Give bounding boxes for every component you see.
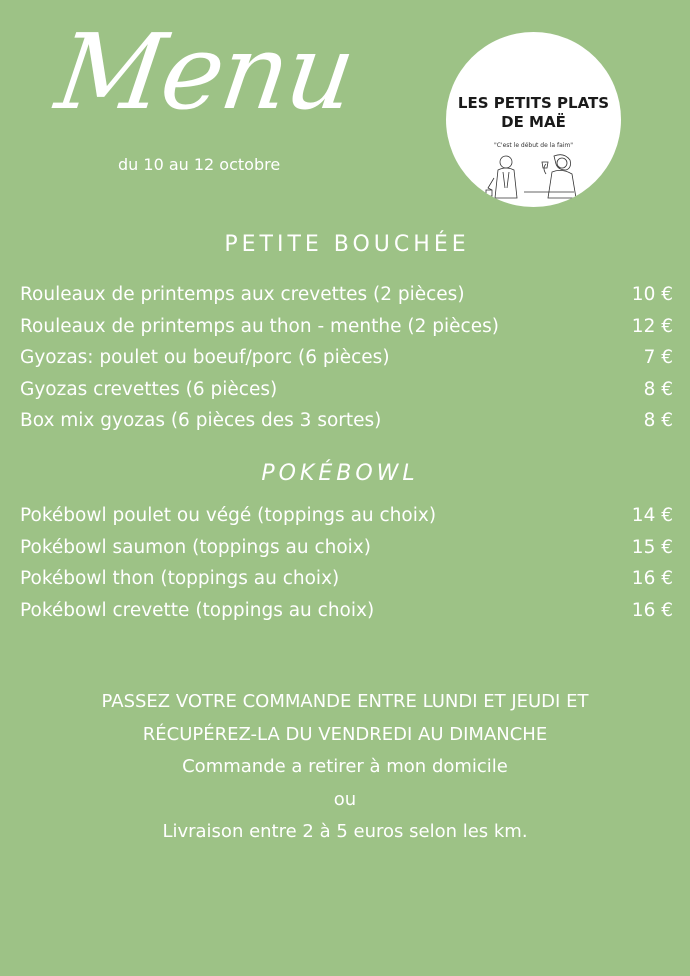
section-title-pokebowl: POKÉBOWL <box>261 461 419 486</box>
menu-item-name: Pokébowl crevette (toppings au choix) <box>20 599 375 621</box>
menu-item <box>20 379 673 411</box>
menu-item-price: 15 € <box>631 536 673 558</box>
menu-item-name: Gyozas crevettes (6 pièces) <box>20 378 278 400</box>
menu-item-price: 16 € <box>631 599 673 621</box>
menu-item <box>20 537 673 569</box>
menu-list-pokebowl <box>20 505 673 631</box>
menu-item-price: 8 € <box>643 410 673 431</box>
menu-list-petite-bouchee <box>20 284 673 442</box>
logo <box>446 32 621 207</box>
menu-item-price: 16 € <box>631 568 673 589</box>
order-info-line: ou <box>333 788 357 810</box>
order-info-line: Commande a retirer à mon domicile <box>182 756 508 777</box>
menu-item <box>20 568 673 600</box>
menu-item <box>20 410 673 442</box>
logo-tagline: "C'est le début de la faim" <box>493 142 574 149</box>
menu-dates: du 10 au 12 octobre <box>118 155 281 174</box>
logo-name: LES PETITS PLATS DE MAË <box>457 94 610 131</box>
order-info-line: RÉCUPÉREZ-LA DU VENDREDI AU DIMANCHE <box>142 723 548 745</box>
menu-item-name: Pokébowl thon (toppings au choix) <box>20 568 340 589</box>
menu-item <box>20 284 673 316</box>
menu-item <box>20 600 673 632</box>
menu-title: Menu <box>49 11 361 133</box>
order-info <box>0 686 690 849</box>
section-title-petite-bouchee: PETITE BOUCHÉE <box>224 232 470 257</box>
menu-item-name: Pokébowl poulet ou végé (toppings au choix) <box>20 505 437 526</box>
menu-item-name: Box mix gyozas (6 pièces des 3 sortes) <box>20 410 382 431</box>
menu-item-name: Pokébowl saumon (toppings au choix) <box>20 536 371 558</box>
menu-item-price: 10 € <box>631 284 673 305</box>
menu-item <box>20 316 673 348</box>
menu-item-price: 8 € <box>643 378 673 400</box>
menu-item <box>20 347 673 379</box>
menu-item-name: Rouleaux de printemps aux crevettes (2 pièces) <box>20 284 465 305</box>
order-info-line: Livraison entre 2 à 5 euros selon les km. <box>162 821 528 842</box>
menu-item-price: 7 € <box>643 347 673 368</box>
menu-item-name: Gyozas: poulet ou boeuf/porc (6 pièces) <box>20 347 390 368</box>
menu-item <box>20 505 673 537</box>
menu-item-price: 14 € <box>631 505 673 526</box>
logo-illustration <box>484 148 584 207</box>
menu-item-name: Rouleaux de printemps au thon - menthe (2 pièces) <box>20 315 499 337</box>
order-info-line: PASSEZ VOTRE COMMANDE ENTRE LUNDI ET JEUDI ET <box>101 691 589 712</box>
menu-item-price: 12 € <box>631 315 673 337</box>
